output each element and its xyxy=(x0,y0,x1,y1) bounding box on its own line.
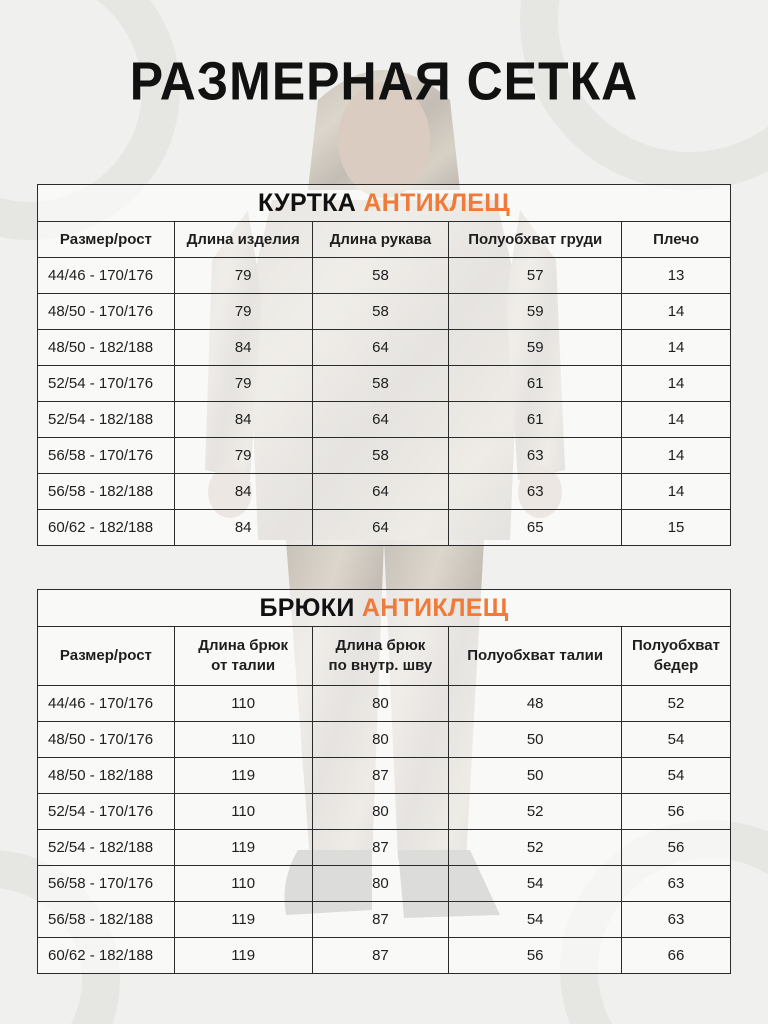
jacket-value-cell: 14 xyxy=(622,402,731,438)
jacket-value-cell: 58 xyxy=(312,366,449,402)
jacket-value-cell: 79 xyxy=(174,258,312,294)
pants-size-cell: 60/62 - 182/188 xyxy=(38,938,175,974)
pants-value-cell: 80 xyxy=(312,686,449,722)
pants-value-cell: 63 xyxy=(622,902,731,938)
jacket-header-text: Плечо xyxy=(653,230,700,248)
jacket-value-cell: 79 xyxy=(174,438,312,474)
table-row xyxy=(38,438,731,474)
jacket-header-text: Полуобхват груди xyxy=(468,230,603,248)
pants-size-cell: 48/50 - 170/176 xyxy=(38,722,175,758)
pants-value-cell: 110 xyxy=(174,866,312,902)
jacket-value-cell: 79 xyxy=(174,366,312,402)
pants-value-cell: 52 xyxy=(449,830,622,866)
jacket-value-cell: 14 xyxy=(622,294,731,330)
jacket-header-cell xyxy=(38,222,175,258)
jacket-header-cell xyxy=(174,222,312,258)
pants-header-cell xyxy=(174,627,312,686)
pants-value-cell: 52 xyxy=(622,686,731,722)
pants-header-text: Полуобхват талии xyxy=(467,647,604,664)
jacket-value-cell: 14 xyxy=(622,330,731,366)
pants-header-cell xyxy=(38,627,175,686)
pants-value-cell: 54 xyxy=(622,758,731,794)
pants-value-cell: 110 xyxy=(174,686,312,722)
pants-value-cell: 87 xyxy=(312,938,449,974)
jacket-table-caption xyxy=(38,185,731,222)
pants-header-text: Размер/рост xyxy=(59,647,152,664)
table-row xyxy=(38,866,731,902)
pants-value-cell: 87 xyxy=(312,830,449,866)
jacket-value-cell: 15 xyxy=(622,510,731,546)
jacket-value-cell: 65 xyxy=(449,510,622,546)
jacket-value-cell: 57 xyxy=(449,258,622,294)
pants-value-cell: 56 xyxy=(622,794,731,830)
pants-value-cell: 80 xyxy=(312,794,449,830)
jacket-value-cell: 63 xyxy=(449,438,622,474)
table-row xyxy=(38,722,731,758)
jacket-value-cell: 79 xyxy=(174,294,312,330)
pants-value-cell: 87 xyxy=(312,902,449,938)
table-row xyxy=(38,510,731,546)
jacket-value-cell: 84 xyxy=(174,402,312,438)
pants-header-text: Длина брюк xyxy=(198,637,289,654)
jacket-caption-accent: АНТИКЛЕЩ xyxy=(363,188,511,217)
pants-size-cell: 56/58 - 170/176 xyxy=(38,866,175,902)
jacket-value-cell: 63 xyxy=(449,474,622,510)
pants-value-cell: 80 xyxy=(312,866,449,902)
jacket-value-cell: 58 xyxy=(312,294,449,330)
pants-value-cell: 48 xyxy=(449,686,622,722)
jacket-value-cell: 14 xyxy=(622,438,731,474)
jacket-header-cell xyxy=(449,222,622,258)
jacket-size-table xyxy=(37,184,731,546)
jacket-size-cell: 52/54 - 170/176 xyxy=(38,366,175,402)
jacket-header-text: Размер/рост xyxy=(59,230,152,248)
pants-header-row xyxy=(38,627,731,686)
jacket-value-cell: 61 xyxy=(449,402,622,438)
jacket-value-cell: 61 xyxy=(449,366,622,402)
table-row xyxy=(38,794,731,830)
pants-value-cell: 80 xyxy=(312,722,449,758)
table-row xyxy=(38,402,731,438)
jacket-header-row xyxy=(38,222,731,258)
table-row xyxy=(38,902,731,938)
jacket-size-cell: 60/62 - 182/188 xyxy=(38,510,175,546)
table-row xyxy=(38,366,731,402)
pants-header-text: Полуобхват xyxy=(632,637,720,654)
pants-value-cell: 56 xyxy=(622,830,731,866)
jacket-header-text: Длина изделия xyxy=(186,230,300,248)
jacket-value-cell: 13 xyxy=(622,258,731,294)
jacket-size-cell: 48/50 - 170/176 xyxy=(38,294,175,330)
pants-value-cell: 110 xyxy=(174,794,312,830)
pants-header-text: бедер xyxy=(653,657,699,674)
jacket-size-cell: 48/50 - 182/188 xyxy=(38,330,175,366)
jacket-value-cell: 64 xyxy=(312,330,449,366)
jacket-caption-main: КУРТКА xyxy=(257,188,357,217)
jacket-size-cell: 44/46 - 170/176 xyxy=(38,258,175,294)
table-row xyxy=(38,294,731,330)
pants-table-caption xyxy=(38,590,731,627)
jacket-value-cell: 58 xyxy=(312,258,449,294)
jacket-value-cell: 84 xyxy=(174,510,312,546)
table-row xyxy=(38,474,731,510)
table-row xyxy=(38,686,731,722)
pants-value-cell: 50 xyxy=(449,722,622,758)
pants-header-text: по внутр. шву xyxy=(328,657,433,674)
jacket-value-cell: 64 xyxy=(312,474,449,510)
pants-size-cell: 48/50 - 182/188 xyxy=(38,758,175,794)
page-title: РАЗМЕРНАЯ СЕТКА xyxy=(129,50,639,112)
pants-value-cell: 54 xyxy=(449,866,622,902)
table-row xyxy=(38,938,731,974)
jacket-size-cell: 56/58 - 182/188 xyxy=(38,474,175,510)
jacket-size-cell: 52/54 - 182/188 xyxy=(38,402,175,438)
jacket-size-cell: 56/58 - 170/176 xyxy=(38,438,175,474)
pants-value-cell: 63 xyxy=(622,866,731,902)
pants-size-table xyxy=(37,589,731,974)
pants-caption-main: БРЮКИ xyxy=(259,593,355,622)
pants-value-cell: 66 xyxy=(622,938,731,974)
pants-value-cell: 119 xyxy=(174,758,312,794)
pants-header-text: от талии xyxy=(211,657,276,674)
jacket-value-cell: 58 xyxy=(312,438,449,474)
pants-header-text: Длина брюк xyxy=(335,637,426,654)
table-row xyxy=(38,258,731,294)
jacket-header-cell xyxy=(312,222,449,258)
jacket-value-cell: 64 xyxy=(312,510,449,546)
pants-caption-accent: АНТИКЛЕЩ xyxy=(361,593,509,622)
table-row xyxy=(38,330,731,366)
pants-header-cell xyxy=(622,627,731,686)
pants-value-cell: 50 xyxy=(449,758,622,794)
jacket-header-text: Длина рукава xyxy=(329,230,432,248)
jacket-value-cell: 84 xyxy=(174,474,312,510)
jacket-value-cell: 84 xyxy=(174,330,312,366)
jacket-value-cell: 59 xyxy=(449,294,622,330)
jacket-value-cell: 14 xyxy=(622,474,731,510)
jacket-value-cell: 64 xyxy=(312,402,449,438)
pants-value-cell: 54 xyxy=(622,722,731,758)
pants-value-cell: 52 xyxy=(449,794,622,830)
pants-value-cell: 56 xyxy=(449,938,622,974)
pants-value-cell: 110 xyxy=(174,722,312,758)
pants-size-cell: 52/54 - 182/188 xyxy=(38,830,175,866)
jacket-value-cell: 59 xyxy=(449,330,622,366)
pants-value-cell: 54 xyxy=(449,902,622,938)
pants-value-cell: 119 xyxy=(174,830,312,866)
pants-value-cell: 119 xyxy=(174,938,312,974)
pants-size-cell: 44/46 - 170/176 xyxy=(38,686,175,722)
pants-header-cell xyxy=(449,627,622,686)
pants-value-cell: 87 xyxy=(312,758,449,794)
jacket-value-cell: 14 xyxy=(622,366,731,402)
pants-header-cell xyxy=(312,627,449,686)
jacket-header-cell xyxy=(622,222,731,258)
pants-value-cell: 119 xyxy=(174,902,312,938)
pants-size-cell: 56/58 - 182/188 xyxy=(38,902,175,938)
table-row xyxy=(38,758,731,794)
pants-size-cell: 52/54 - 170/176 xyxy=(38,794,175,830)
table-row xyxy=(38,830,731,866)
